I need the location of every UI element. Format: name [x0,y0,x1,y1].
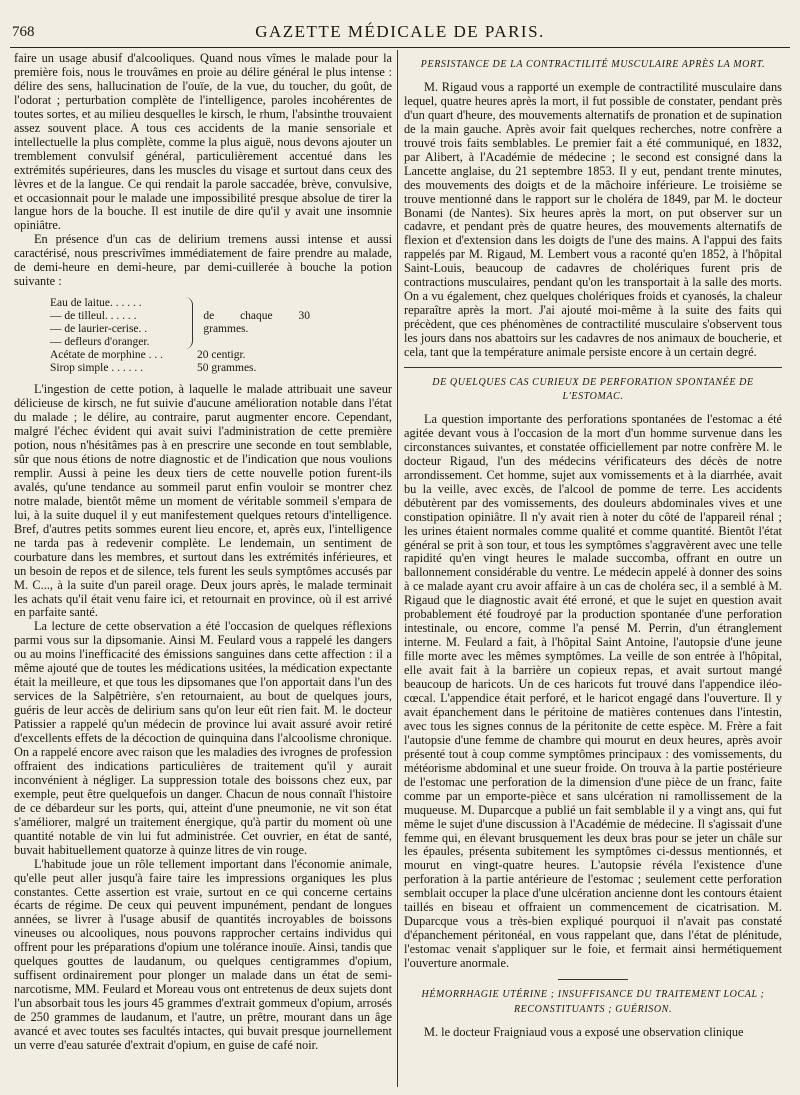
section-title-cont: RECONSTITUANTS ; GUÉRISON. [513,1004,673,1015]
brace [183,297,194,349]
section-title: PERSISTANCE DE LA CONTRACTILITÉ MUSCULAIRE APRÈS LA MORT. [420,59,766,70]
prescription-item: Acétate de morphine . . . [50,349,164,362]
right-column [404,52,782,1089]
paragraph: En présence d'un cas de delirium tremens aussi intense et aussi caractérisé, nous prescrivîmes immédiatement de faire prendre au malade, de demi-heure en demi-heure, par demi-cuillerée à bouche la potion suivante : [14,232,392,289]
journal-title: GAZETTE MÉDICALE DE PARIS. [255,22,545,41]
prescription-item: Eau de laitue. . . . . . [50,297,142,310]
paragraph: M. le docteur Fraigniaud vous a exposé une observation clinique [424,1024,744,1039]
paragraph: M. Rigaud vous a rapporté un exemple de contractilité musculaire dans lequel, quatre heures après la mort, il fut possible de constater, pendant près d'un quart d'heure, des mouvements alternatifs de pronation et de supination de la main gauche. Après avoir fait quelques recherches, notre confrère a trouvé trois faits semblables. Le premier fait a été communiqué, en 1832, par Alibert, à l'Académie de médecine ; le second est consigné dans la Lancette anglaise, du 21 septembre 1853. Il y eut, pendant trente minutes, des mouvements des doigts et de la mâchoire inférieure. Le troisième se trouve mentionné dans le rapport sur le choléra de 1849, par M. le docteur Bonami (de Nantes). Six heures après la mort, on put observer sur un cadavre, et pendant près de quatre heures, des mouvements alternatifs de flexion et d'extension dans les doigts de l'une des mains. A l'appui des faits rappelés par M. Rigaud, M. Lembert vous a raconté qu'en 1852, à l'hôpital Saint-Louis, beaucoup de cadavres de cholériques furent pris de contractions musculaires, pendant qu'on les transportait à la salle des morts. On a vu également, chez quelques cholériques froids et cyanosés, la chaleur reparaître après la mort. J'ai ajouté moi-même à la suite des faits qui précèdent, que ces phénomènes de contractilité musculaire s'observent tous les jours dans nos abattoirs sur les cadavres de nos animaux de boucherie, et cela, tant que la température animale persiste encore à un certain degré. [404,79,782,360]
paragraph: L'habitude joue un rôle tellement important dans l'économie animale, qu'elle peut aller jusqu'à faire taire les impressions organiques les plus constantes. Cette assertion est vraie, surtout en ce qui concerne certains écarts de régime. De ceux qui peuvent impunément, pendant de longues années, se livrer à l'usage abusif de quantités incroyables de boissons vineuses ou alcooliques, nous pouvons rapprocher certains individus qui offrent pour les préparations d'opium une tolérance inouïe. Ainsi, tandis que quelques gouttes de laudanum, ou quelques centigrammes d'opium, suffisent ordinairement pour plonger un malade dans un état de semi-narcotisme, MM. Feulard et Moreau vous ont entretenus de deux sujets dont l'un absorbait tous les jours 45 grammes d'extrait gommeux d'opium, arrosés de 250 grammes de laudanum, et l'autre, un prêtre, mourant dans un âge avancé et avec toutes ses facultés intactes, qui buvait presque journellement un verre d'eau saturée d'extrait d'opium, en guise de café noir. [14,856,392,1052]
prescription-item: — de tilleul. . . . . . [50,310,137,323]
paragraph: faire un usage abusif d'alcooliques. Quand nous vîmes le malade pour la première fois, nous le trouvâmes en proie au délire général le plus intense : délire des sens, hallucination de l'ouïe, de la vue, du toucher, du goût, de l'odorat ; perturbation complète de l'intelligence, paroles incohérentes de toutes sortes, et au milieu desquelles le kirsch, le rhum, l'absinthe trouvaient assez souvent place. A tous ces accidents de la manie sensoriale et intellectuelle la plus complète, comme la plus aiguë, nous devons ajouter un tremblement convulsif général, particulièrement accentué dans les extrémités supérieures, dans les muscles du visage et surtout dans ceux des lèvres et de la langue. Ce qui rendait la parole saccadée, brève, convulsive, et occasionnait pour le malade une impossibilité presque absolue de tirer la langue hors de la bouche. Il est inutile de dire qu'il y avait une insomnie opiniâtre. [14,52,392,233]
prescription-dose: de chaque 30 grammes. [203,310,310,336]
section-divider [558,979,628,980]
paragraph: La lecture de cette observation a été l'occasion de quelques réflexions parmi vous sur la dipsomanie. Ainsi M. Feulard vous a rappelé les dangers ou au moins l'inefficacité des émissions sanguines dans cette affection : il a même ajouté que de toutes les médications usitées, la médication expectante était la meilleure, et que tous les dipsomanes que l'on apportait dans l'un des services de la Salpêtrière, s'en retournaient, au bout de quelques jours, guéris de leur accès de delirium sans qu'on leur eût rien fait. M. le docteur Patissier a rappelé qu'un médecin de province lui avait assuré avoir retiré d'excellents effets de la décoction de quinquina dans l'alcoolisme chronique. On a rappelé encore avec raison que les maladies des ivrognes de profession offraient des indications particulières de traitement qu'il y aurait inconvénient à négliger. La suppression totale des boissons chez eux, par exemple, peut être quelquefois un danger. Chacun de nous connaît l'histoire de ce débardeur sur les ports, qui, atteint d'une pneumonie, ne vit son état s'améliorer, malgré un traitement énergique, qu'à partir du moment où une quantité notable de vin lui fut administrée. Cet ouvrier, en état de santé, buvait habituellement quatorze à quinze litres de vin rouge. [14,619,392,857]
prescription-item: — de laurier-cerise. . [50,323,148,336]
prescription-dose: 20 centigr. [197,349,246,362]
left-column [14,52,392,1089]
prescription-item: Sirop simple . . . . . . [50,362,143,375]
paragraph: La question importante des perforations spontanées de l'estomac a été agitée devant vous à l'occasion de la mort d'un homme survenue dans les circonstances suivantes, et constatée officiellement par notre confrère M. le docteur Rigaud, l'un des médecins vérificateurs des décès de notre arrondissement. Cet homme, sujet aux vomissements et à la diarrhée, avait bu la veille, avec excès, de l'alcool de pomme de terre. Les accidents débutèrent par des vomissements, des douleurs abdominales vives et une constipation opiniâtre. Il n'y avait rien à noter du côté de l'appareil rénal ; les urines étaient normales comme qualité et comme quantité. Bientôt l'état général se prit à son tour, et tous les symptômes s'aggravèrent avec une telle rapidité qu'en vingt heures le malade succomba, offrant en outre un ballonnement considérable du ventre. Le médecin appelé à donner des soins à ce malade ayant cru avoir affaire à un cas de choléra sec, il a semblé à M. Rigaud que le diagnostic avait été erroné, et que le sujet en question avait probablement été foudroyé par la production spontanée d'une perforation intestinale, ou encore, comme l'a pensé M. Perrin, d'un étranglement interne. M. Feulard a fait, à l'hôpital Saint Antoine, l'autopsie d'une jeune fille morte avec les mêmes symptômes. La veille de son entrée à l'hôpital, elle avait fait à la barrière un copieux repas, et avait surtout mangé beaucoup de haricots. Un de ces haricots fut trouvé dans l'appendice iléo-cœcal. L'appendice était perforé, et le haricot engagé dans l'ouverture. Il y avait épanchement dans le péritoine de matières contenues dans l'intestin, avec tous les signes connus de la péritonite de cette espèce. M. Frère a fait l'autopsie d'une femme de chambre qui mourut en deux heures, après avoir présenté tout à coup comme symptômes principaux : des vomissements, du météorisme abdominal et une sueur froide. On trouva à la partie postérieure de l'estomac une perforation de la dimension d'une pièce de un franc, faite comme par un emporte-pièce et sans ulcération ni ramollissement de la muqueuse. M. Duparcque a publié un fait semblable il y a vingt ans, qui fut même le sujet d'une discussion à l'Académie de médecine. Il s'agissait d'une femme qui, en élevant brusquement les deux bras pour se jeter un châle sur les épaules, présenta subitement les symptômes ci-dessus mentionnés, et mourut en vingt-quatre heures. L'autopsie révéla l'existence d'une perforation à la partie antérieure de l'estomac ; seulement cette perforation semblait occuper la place d'une ulcération ancienne dont les contours étaient taillés en biseau et offraient un commencement de cicatrisation. M. Duparcque vous a très-bien expliqué pourquoi il n'avait pas constaté d'épanchement péritonéal, en vous rappelant que, dans l'état de plénitude, l'estomac venait s'appliquer sur le foie, et fermait ainsi hermétiquement l'ouverture anormale. [404,411,782,971]
paragraph: L'ingestion de cette potion, à laquelle le malade attribuait une saveur délicieuse de kirsch, ne fut suivie d'aucune amélioration notable dans l'état du malade ; le délire, au contraire, parut augmenter encore. Cependant, malgré l'échec évident qui avait suivi l'administration de cette première potion, nous n'hésitâmes pas à en prescrire une seconde en tout semblable, sûr que nous étions de notre diagnostic et de l'indication que nous voulions remplir. Aussi à peine les deux tiers de cette nouvelle potion furent-ils avalés, qu'une tendance au sommeil parut enfin vouloir se montrer chez notre malade, bientôt même un moment de véritable sommeil s'empara de lui, à la suite duquel il y eut manifestement quelques retours d'intelligence. Bref, d'autres petits sommes eurent lieu encore, et, après eux, l'intelligence ne tarda pas à redevenir complète. Le lendemain, un sentiment de courbature dans les membres, et surtout dans les extrémités inférieures, et un besoin de repos et de silence, tels furent les seuls symptômes accusés par M. C..., à la suite d'un pareil orage. Deux jours après, le malade terminait les achats qu'il était venu faire ici, et retournait en province, où il est arrivé en parfaite santé. [14,382,392,620]
section-title: HÉMORRHAGIE UTÉRINE ; INSUFFISANCE DU TRAITEMENT LOCAL ; [421,989,765,1001]
section-title: DE QUELQUES CAS CURIEUX DE PERFORATION SPONTANÉE DE L'ESTOMAC. [404,367,782,404]
page-number: 768 [12,24,35,40]
prescription-row [50,349,310,362]
prescription-group [50,297,310,349]
column-divider [397,50,398,1087]
prescription-dose: 50 grammes. [197,362,257,375]
header-rule [10,47,790,48]
prescription [50,297,310,375]
running-header [10,18,790,44]
prescription-row [50,362,310,375]
prescription-item: — defleurs d'oranger. [50,336,150,349]
